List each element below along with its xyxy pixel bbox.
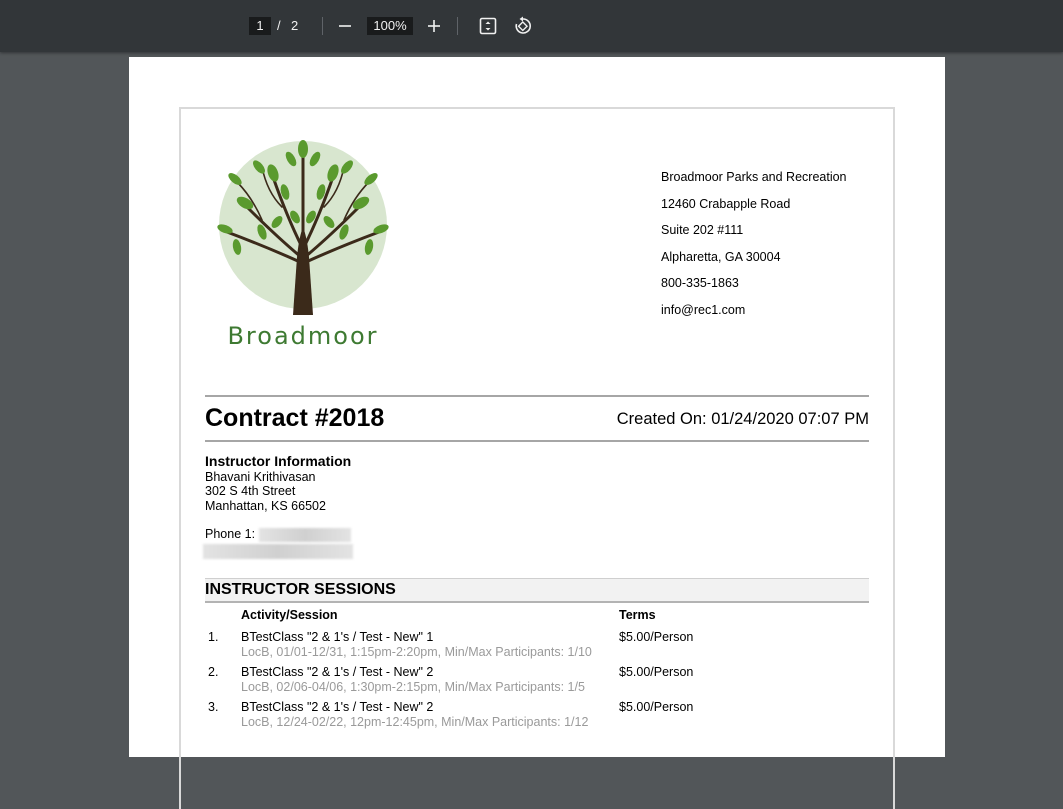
fit-page-icon (479, 17, 497, 35)
organization-address (661, 169, 847, 329)
org-phone: 800-335-1863 (661, 276, 739, 291)
row-number: 2. (208, 665, 219, 679)
instructor-heading: Instructor Information (205, 453, 352, 469)
tree-logo-icon (207, 137, 399, 322)
sessions-title: INSTRUCTOR SESSIONS (205, 581, 396, 598)
org-city: Alpharetta, GA 30004 (661, 249, 781, 264)
org-name: Broadmoor Parks and Recreation (661, 170, 847, 184)
col-activity-header: Activity/Session (241, 608, 338, 622)
col-terms-header: Terms (619, 608, 656, 622)
rotate-button[interactable] (510, 13, 536, 39)
header-rule-bottom (205, 440, 869, 442)
zoom-in-icon (427, 19, 441, 33)
row-terms: $5.00/Person (619, 700, 694, 714)
page-separator: / (277, 18, 281, 33)
total-pages: 2 (291, 18, 299, 33)
pdf-toolbar (0, 0, 1063, 52)
org-suite: Suite 202 #111 (661, 223, 744, 238)
row-details: LocB, 02/06-04/06, 1:30pm-2:15pm, Min/Max Participants: 1/5 (241, 680, 585, 694)
header-rule-top (205, 395, 869, 397)
row-details: LocB, 12/24-02/22, 12pm-12:45pm, Min/Max Participants: 1/12 (241, 715, 589, 729)
row-activity: BTestClass "2 & 1's / Test - New" 1 (241, 630, 434, 644)
session-row (205, 630, 869, 664)
session-row (205, 665, 869, 699)
org-street: 12460 Crabapple Road (661, 196, 791, 211)
contract-title: Contract #2018 (205, 404, 385, 432)
row-activity: BTestClass "2 & 1's / Test - New" 2 (241, 665, 434, 679)
phone-label: Phone 1: (205, 527, 256, 542)
redacted-email (203, 544, 353, 559)
toolbar-divider (322, 17, 323, 35)
row-number: 3. (208, 700, 219, 714)
session-row (205, 700, 869, 734)
row-activity: BTestClass "2 & 1's / Test - New" 2 (241, 700, 434, 714)
instructor-info (205, 454, 353, 563)
page-number-input[interactable]: 1 (249, 17, 271, 35)
created-on: Created On: 01/24/2020 07:07 PM (616, 410, 869, 428)
logo-wordmark: Broadmoor (227, 322, 379, 350)
row-terms: $5.00/Person (619, 665, 694, 679)
row-number: 1. (208, 630, 219, 644)
rotate-icon (513, 16, 533, 36)
zoom-in-button[interactable] (421, 13, 447, 39)
zoom-out-button[interactable] (332, 13, 358, 39)
broadmoor-logo (207, 137, 399, 355)
sessions-header-bar (205, 578, 869, 603)
pdf-page (129, 57, 945, 757)
zoom-level-input[interactable]: 100% (367, 17, 413, 35)
instructor-city: Manhattan, KS 66502 (205, 498, 326, 513)
instructor-street: 302 S 4th Street (205, 484, 296, 499)
redacted-phone (259, 528, 351, 542)
row-terms: $5.00/Person (619, 630, 694, 644)
toolbar-divider (457, 17, 458, 35)
zoom-out-icon (338, 19, 352, 33)
org-email: info@rec1.com (661, 302, 746, 317)
fit-page-button[interactable] (475, 13, 501, 39)
instructor-name: Bhavani Krithivasan (205, 469, 316, 484)
row-details: LocB, 01/01-12/31, 1:15pm-2:20pm, Min/Max Participants: 1/10 (241, 645, 592, 659)
